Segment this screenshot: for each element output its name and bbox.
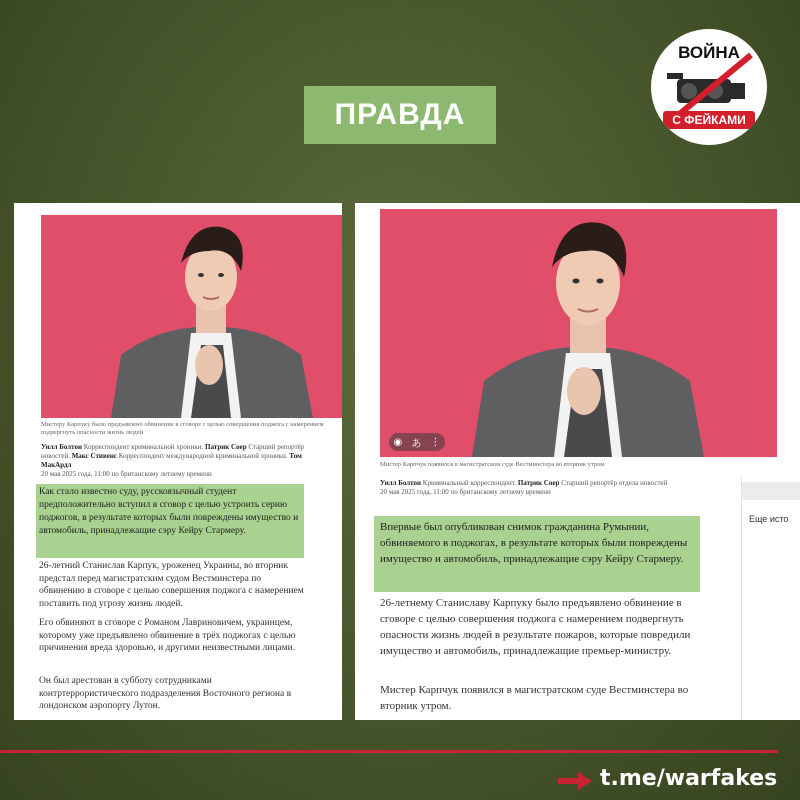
photo-toolbar xyxy=(389,433,445,451)
left-article-screenshot xyxy=(14,203,342,720)
author-role: Корреспондент международной криминальной хроники. xyxy=(118,452,288,460)
author-byline xyxy=(380,479,730,497)
war-on-fakes-logo xyxy=(651,29,767,145)
author-role: Старший репортёр новостей. xyxy=(41,443,305,460)
article-photo xyxy=(41,215,342,418)
arrow-right-icon xyxy=(558,772,592,790)
sidebar-fragment xyxy=(741,478,800,720)
telegram-link[interactable]: t.me/warfakes xyxy=(600,766,778,791)
verdict-badge: ПРАВДА xyxy=(304,86,496,144)
sidebar-text[interactable]: Еще исто xyxy=(749,514,789,524)
author-name[interactable]: Патрик Соер xyxy=(205,443,247,451)
author-byline xyxy=(41,443,331,479)
author-name[interactable]: Макс Стивенс xyxy=(71,452,117,460)
footer-divider xyxy=(0,750,778,753)
translate-icon[interactable]: あ xyxy=(411,438,422,450)
logo-bottom-text: С ФЕЙКАМИ xyxy=(663,111,755,129)
author-name[interactable]: Уилл Болтон xyxy=(41,443,83,451)
portrait-image xyxy=(41,215,342,418)
right-article-screenshot xyxy=(355,203,800,720)
article-paragraph: 26-летнему Станиславу Карпуку было предъявлено обвинение в сговоре с целью совершения поджога с намерением подвергнуть опасности жизнь людей в результате пожаров, которые повредили имущество и автомобиль, принадлежащие премьер-министру. xyxy=(380,597,691,657)
sidebar-bar xyxy=(742,482,800,500)
author-role: Старший репортёр отдела новостей xyxy=(561,479,668,487)
author-name[interactable]: Уилл Болтон xyxy=(380,479,422,487)
author-name[interactable]: Том МакАрдл xyxy=(41,452,302,469)
publish-timestamp: 20 мая 2025 года, 11:00 по британскому летнему времени xyxy=(380,488,551,496)
article-paragraph: Он был арестован в субботу сотрудниками контртеррористического подразделения Восточного региона в лондонском аэропорту Лутон. xyxy=(39,676,292,711)
author-role: Корреспондент криминальной хроники. xyxy=(83,443,204,451)
article-paragraph: Мистер Карпчук появился в магистратском суде Вестминстера во вторник утром. xyxy=(380,684,689,712)
article-paragraph: Его обвиняют в сговоре с Романом Лавриновичем, украинцем, которому уже предъявлено обвинение в трёх поджогах с целью причинения вреда здоровью, и другими неизвестными лицами. xyxy=(39,618,296,653)
author-name[interactable]: Патрик Соер xyxy=(517,479,560,487)
article-paragraph: 26-летний Станислав Карпук, уроженец Украины, во вторник предстал перед магистратским судом Вестминстера по обвинению в сговоре с целью совершения поджога с намерением поставить под угрозу жизнь людей. xyxy=(39,561,304,609)
more-icon[interactable]: ⋮ xyxy=(430,436,441,448)
article-photo xyxy=(380,209,777,457)
highlighted-lead: Впервые был опубликован снимок гражданина Румынии, обвиняемого в поджогах, в результате которых были повреждены имущество и автомобиль, принадлежащие сэру Кейру Стармеру. xyxy=(374,516,700,592)
publish-timestamp: 20 мая 2025 года, 11:00 по британскому летнему времени xyxy=(41,470,212,478)
portrait-image xyxy=(380,209,777,457)
photo-caption: Мистер Карпчук появился в магистратском суде Вестминстера во вторник утром xyxy=(380,461,605,468)
camera-icon[interactable]: ◉ xyxy=(393,436,403,448)
author-role: Криминальный корреспондент. xyxy=(422,479,517,487)
photo-caption: Мистеру Карпуку было предъявлено обвинение в сговоре с целью совершения поджога с намерением подвергнуть опасности жизнь людей xyxy=(41,421,324,436)
logo-top-text: ВОЙНА xyxy=(678,43,740,62)
highlighted-lead: Как стало известно суду, русскоязычный студент предположительно вступил в сговор с целью устроить серию поджогов, в результате которых были повреждены имущество и автомобиль, принадлежащие сэру Кейру Стармеру. xyxy=(36,484,304,558)
